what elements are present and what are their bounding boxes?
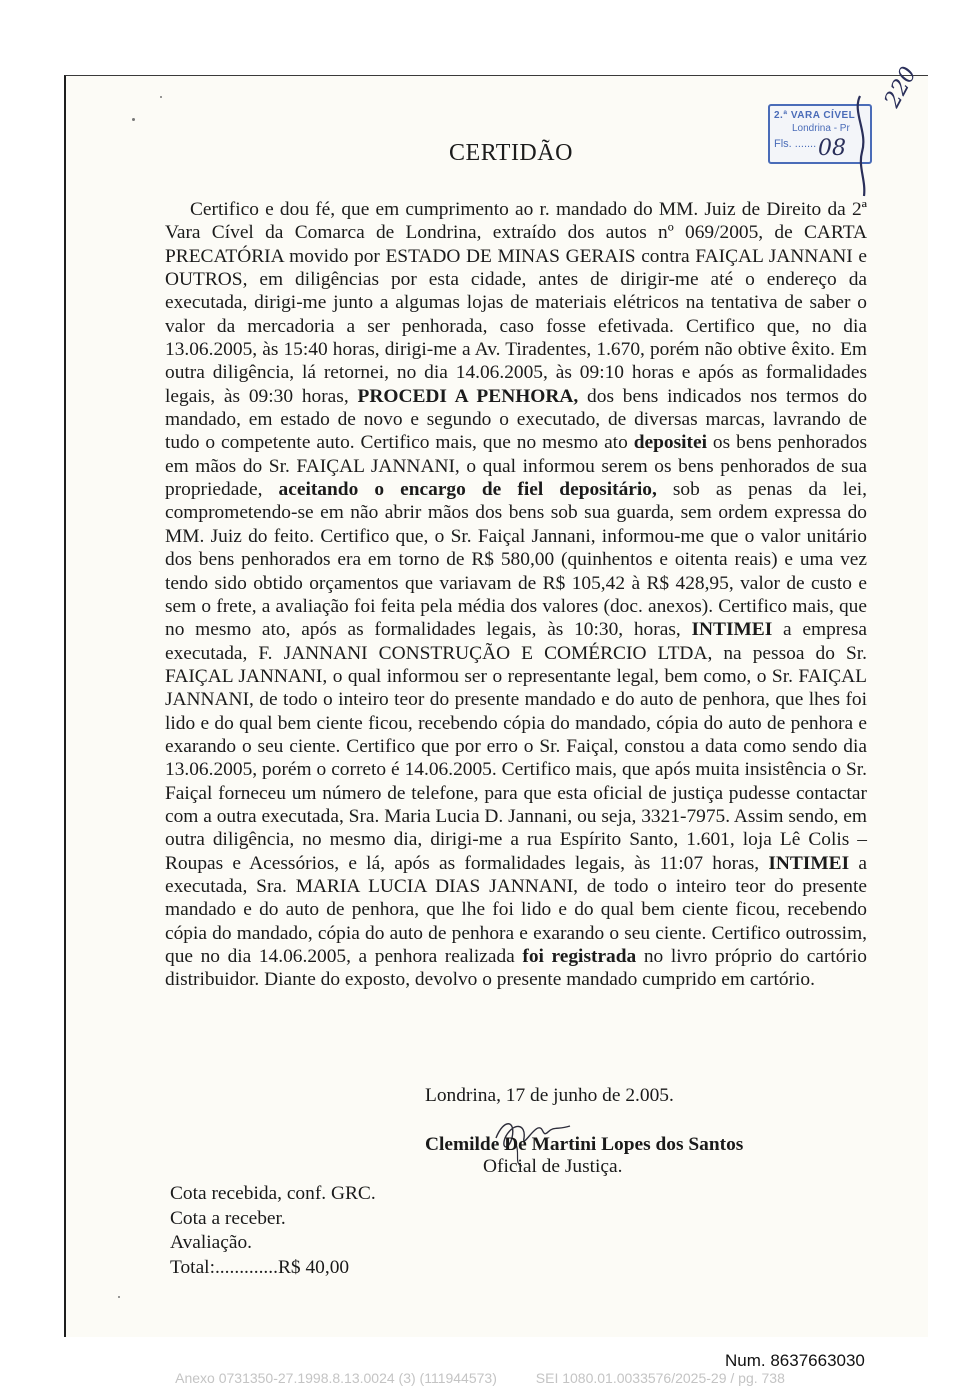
fee-line-evaluation: Avaliação. (170, 1232, 253, 1253)
stamp-city: Londrina - Pr (792, 123, 850, 134)
fee-summary (170, 1182, 376, 1280)
certificate-body (165, 198, 867, 992)
stamp-folio: Fls. ....... (774, 138, 817, 150)
body-text-run: Certifico e dou fé, que em cumprimento ao r. mandado do MM. Juiz de Direito da 2ª Vara Cível da Comarca de Londrina, extraído dos autos nº 069/2005, de CARTA PRECATÓRIA movido por ESTADO DE MINAS GERAIS contra FAIÇAL JANNANI e OUTROS, em diligências por esta cidade, antes de dirigir-me até o endereço da executada, dirigi-me junto a algumas lojas de materiais elétricos na tentativa de saber o valor da mercadoria a ser penhorada, caso fosse efetivada. Certifico que, no dia 13.06.2005, às 15:40 horas, dirigi-me a Av. Tiradentes, 1.670, porém não obtive êxito. Em outra diligência, lá retornei, no dia 14.06.2005, às 09:10 horas e após as formalidades legais, às 09:30 horas, (165, 199, 867, 407)
closing-date: Londrina, 17 de junho de 2.005. (425, 1085, 674, 1106)
handwritten-side-mark: 220 (880, 62, 922, 112)
fee-line-received: Cota recebida, conf. GRC. (170, 1183, 376, 1204)
document-number: Num. 8637663030 (725, 1351, 865, 1370)
signer-role: Oficial de Justiça. (483, 1156, 623, 1177)
body-text-run: sob as penas da lei, comprometendo-se em não abrir mãos dos bens sob sua guarda, sem ordem expressa do MM. Juiz do feito. Certifico que, o Sr. Faiçal Jannani, informou-me que o valor unitário dos bens penhorados era em torno de R$ 580,00 (quinhentos e oitenta reais) e uma vez tendo sido obtido orçamentos que variavam de R$ 105,42 à R$ 428,95, valor de custo e sem o frete, a avaliação foi feita pela média dos valores (doc. anexos). Certifico mais, que no mesmo ato, após as formalidades legais, às 10:30, horas, (165, 479, 867, 641)
scan-speck (118, 1296, 120, 1298)
fee-line-total: Total:.............R$ 40,00 (170, 1256, 350, 1278)
body-emphasis: INTIMEI (768, 852, 850, 874)
page-footer: Anexo 0731350-27.1998.8.13.0024 (3) (111944573) SEI 1080.01.0033576/2025-29 / pg. 738 (175, 1370, 785, 1386)
body-emphasis: foi registrada (522, 946, 637, 967)
handwritten-folio-number: 08 (818, 136, 846, 161)
page-title: CERTIDÃO (449, 140, 573, 166)
scan-speck (160, 96, 162, 98)
body-text-run: no livro próprio do cartório distribuidor. Diante do exposto, devolvo o presente mandado cumprido em cartório. (165, 946, 867, 991)
signer-name: Clemilde De Martini Lopes dos Santos (425, 1134, 744, 1155)
body-text-run: dos bens indicados nos termos do mandado, em estado de novo e segundo o executado, de diversas marcas, lavrando de tudo o competente auto. Certifico mais, que no mesmo ato (165, 385, 868, 454)
body-text-run: os bens penhorados em mãos do Sr. FAIÇAL JANNANI, o qual informou serem os bens penhorados de sua propriedade, (165, 432, 867, 501)
body-text-run: a empresa executada, F. JANNANI CONSTRUÇÃO E COMÉRCIO LTDA, na pessoa do Sr. FAIÇAL JANNANI, o qual informou ser o representante legal, bem como, o Sr. FAIÇAL JANNANI, de todo o inteiro teor do presente mandado e do auto de penhora, que lhes foi lido e do qual bem ciente ficou, recebendo cópia do mandado, cópia do auto de penhora e exarando o seu ciente. Certifico que por erro o Sr. Faiçal, constou a data como sendo dia 13.06.2005, porém o correto é 14.06.2005. Certifico mais, que após muita insistência o Sr. Faiçal forneceu um número de telefone, para que esta oficial de justiça pudesse contactar com a outra executada, Sra. Maria Lucia D. Jannani, ou seja, 3321-7975. Assim sendo, em outra diligência, no mesmo dia, dirigi-me a rua Espírito Santo, 1.601, loja Lê Colis – Roupas e Acessórios, e lá, após as formalidades legais, às 11:07 horas, (165, 619, 867, 874)
body-emphasis: depositei (633, 432, 707, 454)
body-emphasis: aceitando o encargo de fiel depositário, (278, 479, 657, 501)
body-emphasis: INTIMEI (691, 619, 773, 641)
stamp-court-name: 2.ª VARA CÍVEL (774, 110, 856, 121)
scan-speck (132, 118, 135, 121)
body-emphasis: PROCEDI A PENHORA, (357, 385, 579, 407)
fee-line-to-receive: Cota a receber. (170, 1207, 286, 1229)
body-text-run: a executada, Sra. MARIA LUCIA DIAS JANNANI, de todo o inteiro teor do presente mandado e do auto de penhora, que lhe foi lido e do qual bem ciente ficou, recebendo cópia do mandado, cópia do auto de penhora e exarando o seu ciente. Certifico outrossim, que no dia 14.06.2005, a penhora realizada (165, 852, 867, 967)
